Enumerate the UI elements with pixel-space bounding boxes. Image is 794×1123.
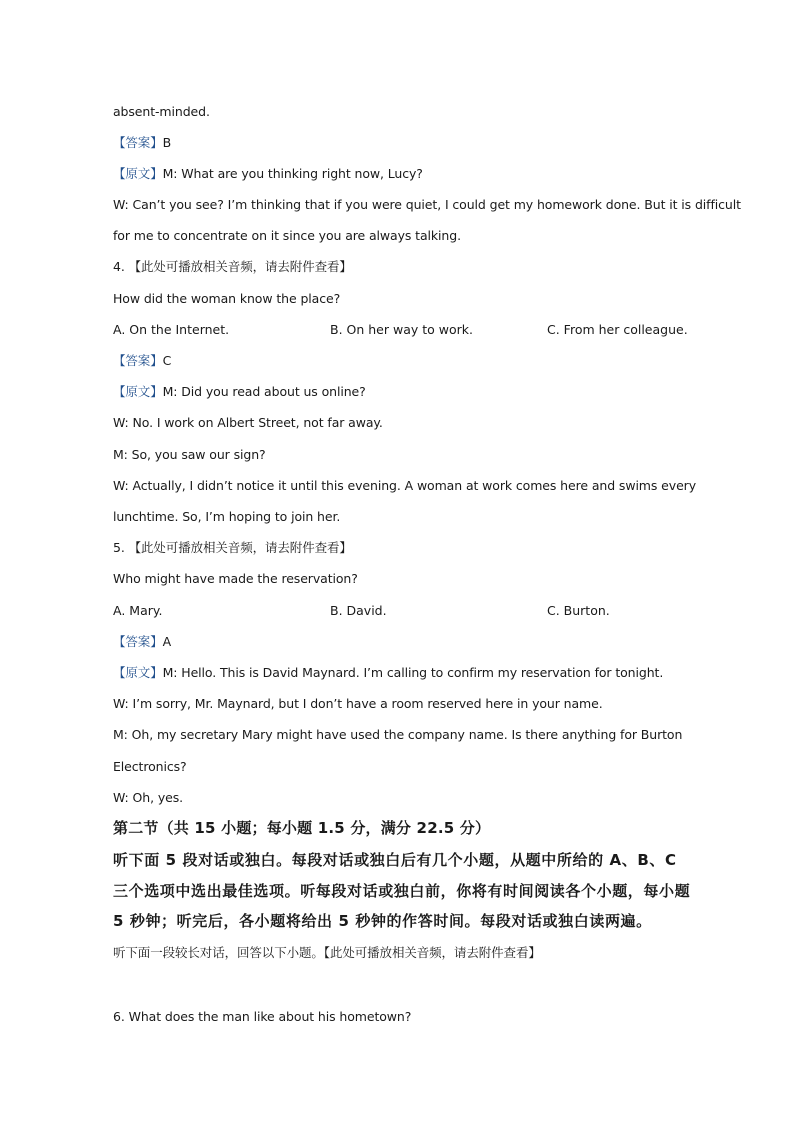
text-line: W: Actually, I didn’t notice it until this evening. A woman at work comes here and swims every — [113, 478, 696, 493]
text-line: W: No. I work on Albert Street, not far away. — [113, 415, 383, 430]
section-intro-line: 5 秒钟；听完后，各小题将给出 5 秒钟的作答时间。每段对话或独白读两遍。 — [113, 912, 652, 930]
answer-tag: 【答案】 — [113, 353, 163, 368]
answer-value: B — [162, 135, 172, 150]
instruction-line: 听下面一段较长对话，回答以下小题。【此处可播放相关音频，请去附件查看】 — [113, 945, 541, 960]
answer-value: A — [162, 634, 172, 649]
transcript-line — [113, 165, 423, 183]
answer-tag: 【答案】 — [113, 135, 163, 150]
transcript-tag: 【原文】 — [113, 166, 163, 181]
answer-line — [113, 633, 171, 651]
transcript-text: M: What are you thinking right now, Lucy? — [162, 166, 423, 181]
transcript-line — [113, 383, 366, 401]
answer-line — [113, 352, 171, 370]
text-line: absent-minded. — [113, 104, 210, 119]
text-line: W: Can’t you see? I’m thinking that if you were quiet, I could get my homework done. But it is difficult — [113, 197, 741, 212]
text-line: W: Oh, yes. — [113, 790, 183, 805]
option-c: C. Burton. — [547, 603, 610, 618]
answer-value: C — [162, 353, 172, 368]
question-text: 6. What does the man like about his hometown? — [113, 1009, 412, 1024]
text-line: M: Oh, my secretary Mary might have used the company name. Is there anything for Burton — [113, 727, 683, 742]
option-c: C. From her colleague. — [547, 322, 688, 337]
answer-tag: 【答案】 — [113, 634, 163, 649]
option-b: B. On her way to work. — [330, 322, 473, 337]
text-line: M: So, you saw our sign? — [113, 447, 266, 462]
question-audio-line: 5. 【此处可播放相关音频，请去附件查看】 — [113, 540, 352, 555]
option-b: B. David. — [330, 603, 387, 618]
option-a: A. On the Internet. — [113, 322, 230, 337]
transcript-text: M: Hello. This is David Maynard. I’m calling to confirm my reservation for tonight. — [162, 665, 664, 680]
question-text: Who might have made the reservation? — [113, 571, 358, 586]
transcript-line — [113, 664, 663, 682]
question-text: How did the woman know the place? — [113, 291, 341, 306]
option-a: A. Mary. — [113, 603, 163, 618]
question-audio-line: 4. 【此处可播放相关音频，请去附件查看】 — [113, 259, 352, 274]
section-intro-line: 听下面 5 段对话或独白。每段对话或独白后有几个小题，从题中所给的 A、B、C — [113, 851, 677, 869]
text-line: lunchtime. So, I’m hoping to join her. — [113, 509, 341, 524]
text-line: Electronics? — [113, 759, 187, 774]
text-line: for me to concentrate on it since you are always talking. — [113, 228, 461, 243]
text-line: W: I’m sorry, Mr. Maynard, but I don’t have a room reserved here in your name. — [113, 696, 603, 711]
section-intro-line: 三个选项中选出最佳选项。听每段对话或独白前，你将有时间阅读各个小题，每小题 — [113, 882, 691, 900]
transcript-tag: 【原文】 — [113, 665, 163, 680]
answer-line — [113, 134, 171, 152]
transcript-text: M: Did you read about us online? — [162, 384, 366, 399]
section-title: 第二节（共 15 小题；每小题 1.5 分，满分 22.5 分） — [113, 819, 491, 837]
transcript-tag: 【原文】 — [113, 384, 163, 399]
